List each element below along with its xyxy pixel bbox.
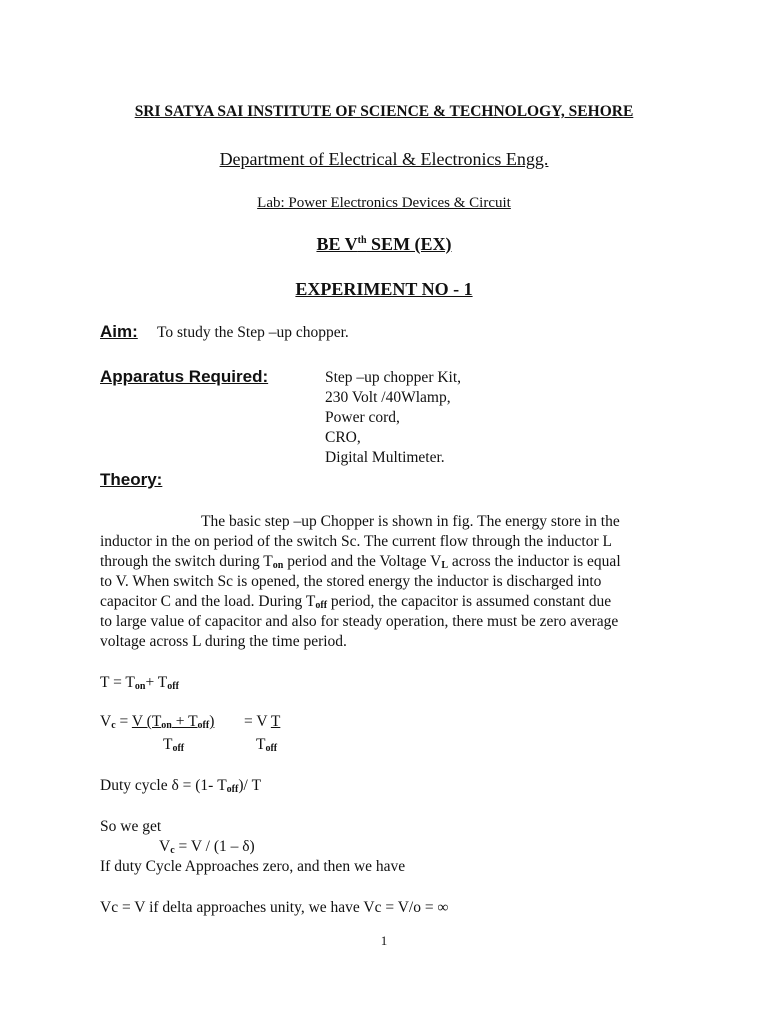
eq1-sub: on (134, 681, 146, 692)
equation-vc-result (159, 838, 255, 856)
theory-line-7: voltage across L during the time period. (100, 633, 347, 650)
eq2-part: ) (209, 713, 215, 730)
theory-line-5c: period, the capacitor is assumed constant due (327, 593, 612, 610)
theory-line-4: to V. When switch Sc is opened, the stored energy the inductor is discharged into (100, 573, 602, 590)
theory-line-3e: across the inductor is equal (448, 553, 621, 570)
theory-line-2: inductor in the on period of the switch Sc. The current flow through the inductor L (100, 533, 612, 550)
duty-unity-text: Vc = V if delta approaches unity, we have Vc = V/o = ∞ (100, 899, 449, 916)
semester-rest: SEM (EX) (366, 234, 452, 254)
eq3-sub: off (226, 784, 239, 795)
equation-vc-right (244, 713, 280, 731)
apparatus-item: 230 Volt /40Wlamp, (325, 389, 451, 406)
theory-label: Theory: (100, 470, 163, 489)
eq3-part: Duty cycle δ = (1- T (100, 777, 227, 794)
equation-period (100, 674, 179, 692)
eq2-sub: c (111, 720, 116, 731)
eq2-part: T (270, 713, 281, 730)
theory-line-5 (100, 593, 611, 611)
aim-label: Aim: (100, 322, 138, 341)
apparatus-item: CRO, (325, 429, 361, 446)
eq4-part: V (159, 838, 171, 855)
apparatus-item: Step –up chopper Kit, (325, 369, 462, 386)
eq2-part: = (115, 713, 132, 730)
theory-line-3 (100, 553, 621, 571)
theory-line-3a: through the switch during T (100, 553, 273, 570)
eq2-sub: off (197, 720, 210, 731)
vl-subscript: L (441, 560, 449, 571)
equation-vc-numerator (100, 713, 214, 731)
aim-text: To study the Step –up chopper. (157, 324, 349, 341)
theory-line-1: The basic step –up Chopper is shown in fig. The energy store in the (201, 513, 620, 530)
eq2-part: = V (244, 713, 271, 730)
so-we-get: So we get (100, 818, 162, 835)
eq4-sub: c (170, 845, 175, 856)
eq2-part: + T (171, 713, 198, 730)
eq4-part: = V / (1 – δ) (174, 838, 255, 855)
ton-subscript: on (272, 560, 284, 571)
apparatus-item: Power cord, (325, 409, 400, 426)
page-number: 1 (380, 933, 388, 948)
eq2den-sub: off (265, 743, 278, 754)
eq2-fraction (132, 713, 215, 730)
duty-zero-text: If duty Cycle Approaches zero, and then we have (100, 858, 406, 875)
eq1-part: T = T (100, 674, 135, 691)
apparatus-item: Digital Multimeter. (325, 449, 445, 466)
institute-title: SRI SATYA SAI INSTITUTE OF SCIENCE & TECHNOLOGY, SEHORE (134, 103, 634, 120)
theory-line-3c: period and the Voltage V (283, 553, 442, 570)
semester-title (0, 234, 768, 255)
lab-title: Lab: Power Electronics Devices & Circuit (257, 195, 511, 211)
eq2den-part: T (163, 736, 173, 753)
eq2-part: V (T (131, 713, 162, 730)
experiment-title: EXPERIMENT NO - 1 (295, 279, 473, 299)
eq3-part: )/ T (238, 777, 262, 794)
toff-subscript: off (315, 600, 328, 611)
equation-duty-cycle (100, 777, 261, 795)
eq1-part: + T (145, 674, 168, 691)
theory-line-6: to large value of capacitor and also for steady operation, there must be zero average (100, 613, 619, 630)
eq2-sub: on (161, 720, 172, 731)
apparatus-label: Apparatus Required: (100, 367, 269, 386)
equation-vc-denominator-2 (256, 736, 277, 754)
equation-vc-denominator-1 (163, 736, 184, 754)
eq2den-sub: off (172, 743, 185, 754)
department-title: Department of Electrical & Electronics Engg. (219, 149, 549, 169)
eq1-sub: off (167, 681, 179, 692)
eq2-part: V (100, 713, 112, 730)
theory-line-5a: capacitor C and the load. During T (100, 593, 316, 610)
eq2den-part: T (256, 736, 266, 753)
semester-be: BE V (316, 234, 358, 254)
semester-th: th (357, 235, 367, 246)
